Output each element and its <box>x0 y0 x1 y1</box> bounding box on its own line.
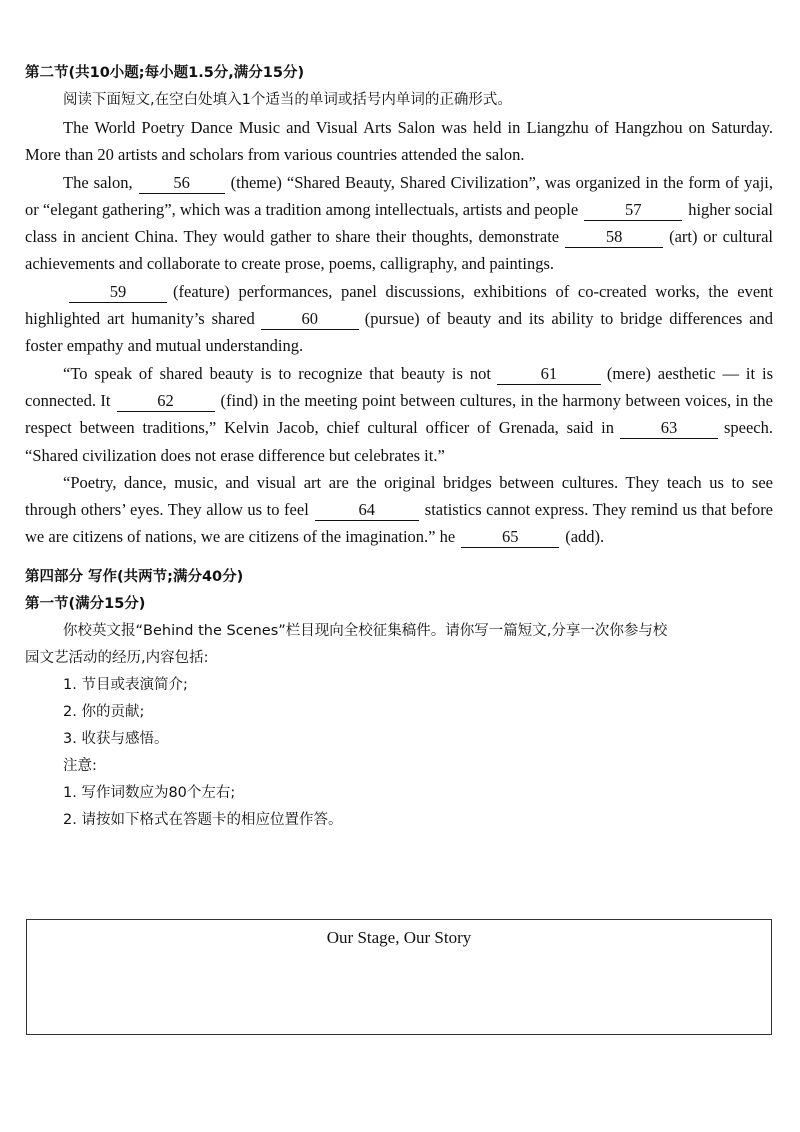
p5-text-c: (add). <box>565 527 605 547</box>
p5-text-b: statistics cannot express. They remind us that before we are citizens of nations, we are citizens of the imagination.” he <box>25 500 774 547</box>
blank-63[interactable]: 63 <box>620 418 718 439</box>
p3-text-b: (pursue) of beauty and its ability to bridge differences and foster empathy and mutual understanding. <box>25 309 773 356</box>
note-label: 注意: <box>63 757 97 774</box>
p2-text-e: (art) or cultural achievements and collaborate to create prose, poems, calligraphy, and paintings. <box>25 227 773 274</box>
p4-text-a: “To speak of shared beauty is to recognize that beauty is not <box>63 363 491 383</box>
p4-text-c: (find) in the meeting point between cultures, in the harmony between voices, in the respect between traditions,” Kelvin Jacob, chief cultural officer of Grenada, said in <box>25 390 773 438</box>
blank-62[interactable]: 62 <box>117 391 215 412</box>
part4-section1-heading: 第一节(满分15分) <box>25 595 146 612</box>
writing-prompt-line-2: 园文艺活动的经历,内容包括: <box>25 649 209 666</box>
p4-text-d: speech. “Shared civilization does not erase difference but celebrates it.” <box>25 418 773 465</box>
blank-64[interactable]: 64 <box>315 500 419 521</box>
blank-60[interactable]: 60 <box>261 309 359 330</box>
content-item-1: 1. 节目或表演简介; <box>63 676 188 693</box>
answer-box-title: Our Stage, Our Story <box>326 928 472 947</box>
content-item-2: 2. 你的贡献; <box>63 703 145 720</box>
p2-text-c: (theme) “Shared Beauty, Shared Civilization”, was organized in the form of yaji, or “elegant gathering”, which was a tradition among intellectuals, artists and people <box>25 172 774 219</box>
p3-text-a: (feature) performances, panel discussions, exhibitions of co-created works, the event highlighted art humanity’s shared <box>25 281 773 329</box>
blank-65[interactable]: 65 <box>461 527 559 548</box>
blank-57[interactable]: 57 <box>584 200 682 221</box>
note-item-1: 1. 写作词数应为80个左右; <box>63 784 236 801</box>
passage-paragraph-4 <box>25 360 773 469</box>
section2-instruction: 阅读下面短文,在空白处填入1个适当的单词或括号内单词的正确形式。 <box>63 92 512 108</box>
answer-box[interactable] <box>26 919 772 1035</box>
p5-text-a: “Poetry, dance, music, and visual art are the original bridges between cultures. They teach us to see through others’ eyes. They allow us to feel <box>25 472 773 520</box>
writing-prompt-line-1: 你校英文报“Behind the Scenes”栏目现向全校征集稿件。请你写一篇短文,分享一次你参与校 <box>63 622 668 639</box>
blank-58[interactable]: 58 <box>565 227 663 248</box>
passage-paragraph-1: The World Poetry Dance Music and Visual Arts Salon was held in Liangzhu of Hangzhou on Saturday. More than 20 artists and scholars from various countries attended the salon. <box>25 118 773 165</box>
p4-text-b: (mere) aesthetic — it is connected. It <box>25 363 773 410</box>
blank-59[interactable]: 59 <box>69 282 167 303</box>
blank-61[interactable]: 61 <box>497 364 601 385</box>
blank-56[interactable]: 56 <box>139 173 225 194</box>
part4-heading: 第四部分 写作(共两节;满分40分) <box>25 568 244 585</box>
p2-text-d: higher social class in ancient China. They would gather to share their thoughts, demonstrate <box>25 199 773 247</box>
content-item-3: 3. 收获与感悟。 <box>63 730 169 747</box>
p2-text-a: The salon, <box>63 172 133 192</box>
exam-page <box>25 60 773 834</box>
passage-paragraph-5 <box>25 469 773 551</box>
passage-paragraph-2 <box>25 169 773 278</box>
section2-heading: 第二节(共10小题;每小题1.5分,满分15分) <box>25 65 305 81</box>
passage-paragraph-3 <box>25 278 773 360</box>
note-item-2: 2. 请按如下格式在答题卡的相应位置作答。 <box>63 811 343 828</box>
